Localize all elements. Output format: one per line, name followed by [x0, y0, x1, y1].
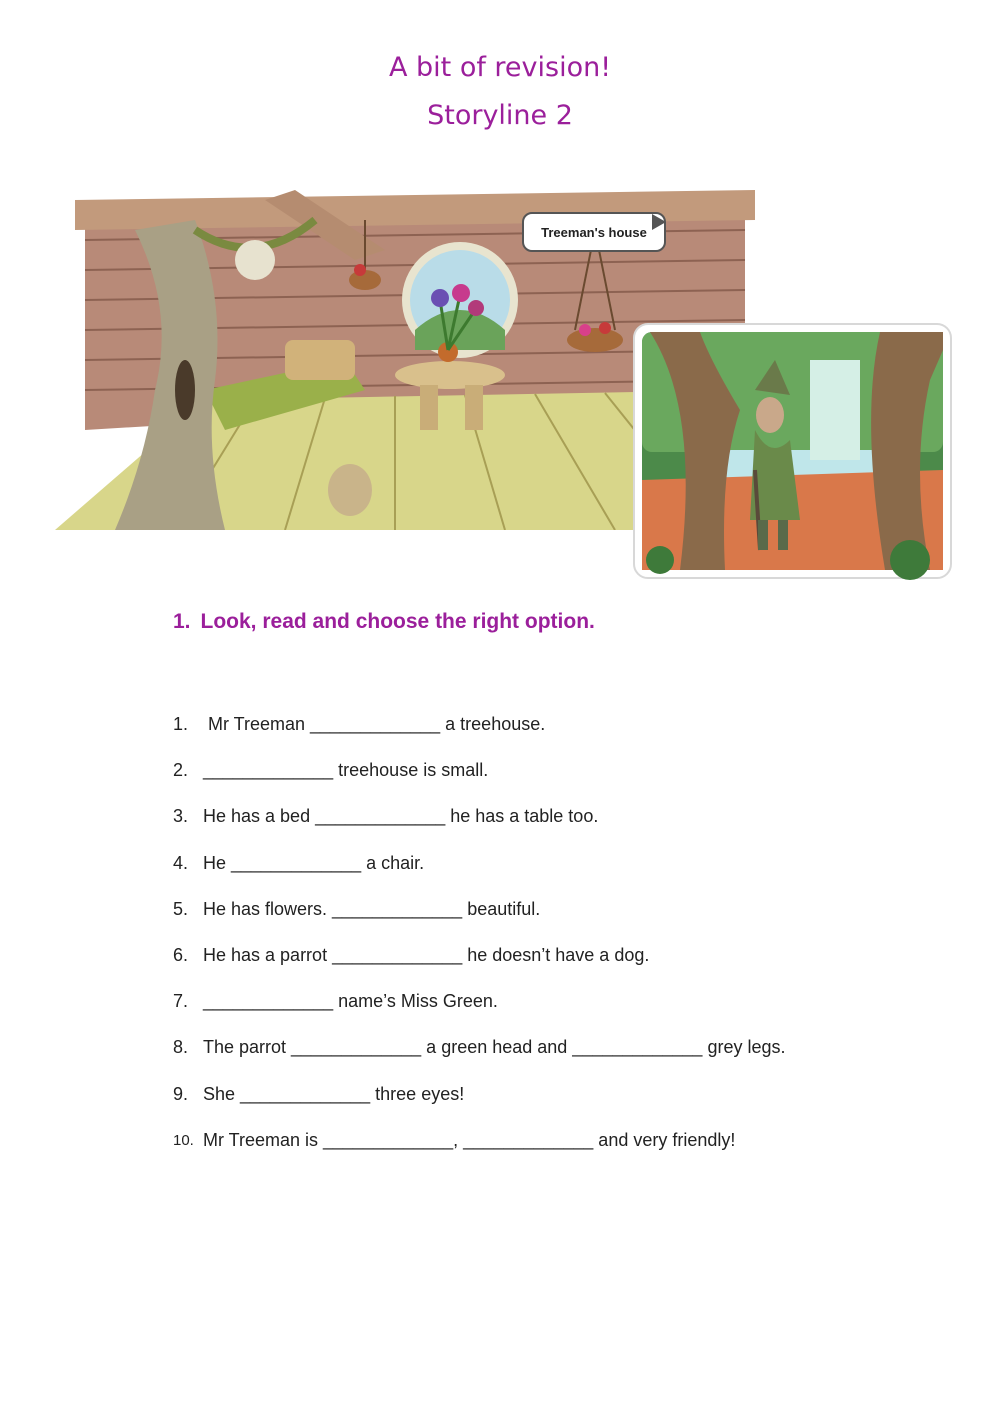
item-number: 10. [173, 1131, 194, 1149]
page-title: A bit of revision! [388, 52, 612, 83]
item-text: Mr Treeman is _____________, _____________ and very friendly! [203, 1129, 736, 1150]
list-item [173, 853, 933, 899]
item-text: He has flowers. _____________ beautiful. [203, 898, 541, 919]
list-item [173, 1130, 933, 1176]
list-item [173, 1037, 933, 1083]
list-item [173, 760, 933, 806]
speech-bubble-tail [652, 214, 666, 230]
list-item [173, 945, 933, 991]
list-item [173, 806, 933, 852]
sentence-list [173, 714, 933, 1176]
forest-treeman-illustration [630, 320, 955, 582]
item-text: _____________ name’s Miss Green. [203, 991, 498, 1012]
list-item [173, 714, 933, 760]
item-number: 2. [173, 760, 189, 781]
item-text: He has a parrot _____________ he doesn’t have a dog. [203, 944, 650, 965]
exercise-number: 1. [173, 610, 191, 633]
item-number: 8. [173, 1037, 189, 1058]
item-text: He has a bed _____________ he has a table too. [203, 806, 599, 827]
item-number: 4. [173, 852, 189, 873]
item-number: 3. [173, 806, 189, 827]
list-item [173, 1084, 933, 1130]
treemans-house-label: Treeman's house [522, 212, 666, 252]
list-item [173, 991, 933, 1037]
item-number: 1. [173, 714, 189, 734]
exercise-instruction-text: Look, read and choose the right option. [200, 610, 595, 633]
item-text: _____________ treehouse is small. [203, 760, 489, 781]
item-number: 9. [173, 1083, 189, 1104]
page-subtitle: Storyline 2 [427, 100, 573, 131]
item-text: The parrot _____________ a green head and _____________ grey legs. [203, 1037, 786, 1058]
item-text: She _____________ three eyes! [203, 1083, 465, 1104]
item-text: He _____________ a chair. [203, 852, 425, 873]
item-number: 5. [173, 898, 189, 919]
item-text: Mr Treeman _____________ a treehouse. [203, 714, 546, 734]
item-number: 7. [173, 991, 189, 1012]
list-item [173, 899, 933, 945]
item-number: 6. [173, 944, 189, 965]
exercise-instruction [173, 610, 595, 634]
